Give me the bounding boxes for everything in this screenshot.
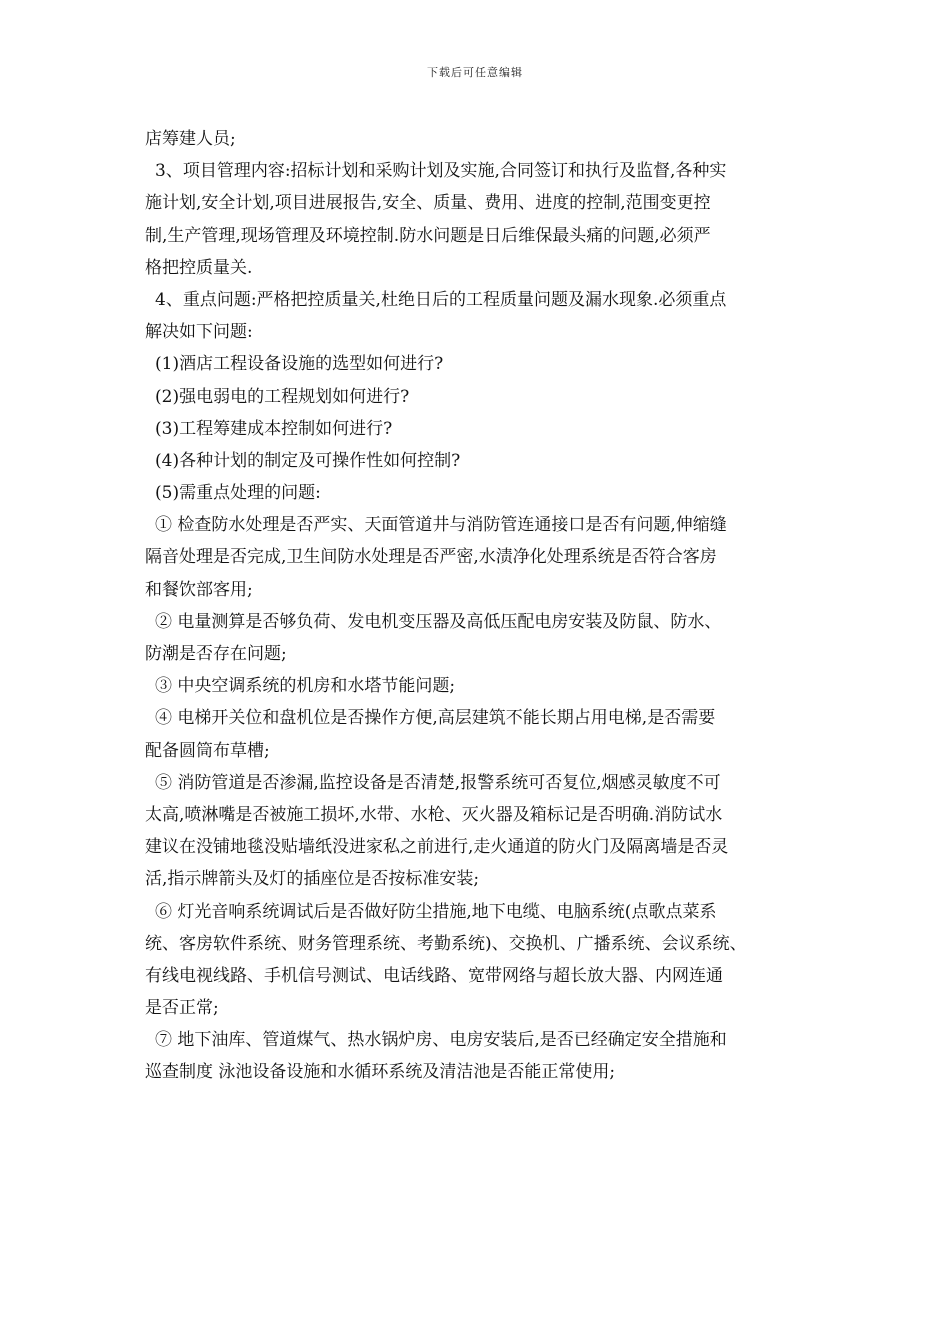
text-line: (5)需重点处理的问题: [155, 483, 321, 504]
text-line: 施计划,安全计划,项目进展报告,安全、质量、费用、进度的控制,范围变更控 [145, 193, 711, 214]
document-body [145, 123, 815, 1089]
text-line: 有线电视线路、手机信号测试、电话线路、宽带网络与超长放大器、内网连通 [145, 965, 723, 986]
text-line: ② 电量测算是否够负荷、发电机变压器及高低压配电房安装及防鼠、防水、 [155, 611, 722, 632]
page-header: 下载后可任意编辑 [427, 66, 523, 79]
text-line: 隔音处理是否完成,卫生间防水处理是否严密,水渍净化处理系统是否符合客房 [145, 547, 717, 568]
text-line: 和餐饮部客用; [145, 579, 253, 600]
text-line: (2)强电弱电的工程规划如何进行? [155, 386, 410, 407]
text-line: (1)酒店工程设备设施的选型如何进行? [155, 354, 444, 375]
text-line: 店筹建人员; [145, 129, 236, 149]
text-line: 是否正常; [145, 998, 219, 1019]
text-line: 格把控质量关. [145, 257, 253, 278]
text-line: ③ 中央空调系统的机房和水塔节能问题; [155, 676, 456, 697]
text-line: ① 检查防水处理是否严实、天面管道井与消防管连通接口是否有问题,伸缩缝 [155, 515, 727, 536]
text-line: 统、客房软件系统、财务管理系统、考勤系统)、交换机、广播系统、会议系统、 [145, 933, 747, 954]
text-line: 活,指示牌箭头及灯的插座位是否按标准安装; [145, 869, 480, 890]
text-line: 配备圆筒布草槽; [145, 740, 270, 761]
text-line: ④ 电梯开关位和盘机位是否操作方便,高层建筑不能长期占用电梯,是否需要 [155, 708, 716, 729]
text-line: (4)各种计划的制定及可操作性如何控制? [155, 450, 461, 471]
text-line: 制,生产管理,现场管理及环境控制.防水问题是日后维保最头痛的问题,必须严 [145, 225, 711, 246]
text-line: 太高,喷淋嘴是否被施工损坏,水带、水枪、灭火器及箱标记是否明确.消防试水 [145, 804, 723, 825]
text-line: (3)工程筹建成本控制如何进行? [155, 418, 393, 439]
text-line: ⑥ 灯光音响系统调试后是否做好防尘措施,地下电缆、电脑系统(点歌点菜系 [155, 901, 717, 922]
text-line: 巡查制度 泳池设备设施和水循环系统及清洁池是否能正常使用; [145, 1062, 616, 1083]
text-line: 4、重点问题:严格把控质量关,杜绝日后的工程质量问题及漏水现象.必须重点 [155, 289, 727, 310]
text-line: 建议在没铺地毯没贴墙纸没进家私之前进行,走火通道的防火门及隔离墙是否灵 [145, 837, 729, 858]
text-line: ⑦ 地下油库、管道煤气、热水锅炉房、电房安装后,是否已经确定安全措施和 [155, 1030, 727, 1051]
text-line: ⑤ 消防管道是否渗漏,监控设备是否清楚,报警系统可否复位,烟感灵敏度不可 [155, 772, 721, 793]
text-line: 3、项目管理内容:招标计划和采购计划及实施,合同签订和执行及监督,各种实 [155, 161, 727, 182]
text-line: 防潮是否存在问题; [145, 644, 287, 664]
text-line: 解决如下问题: [145, 322, 253, 343]
